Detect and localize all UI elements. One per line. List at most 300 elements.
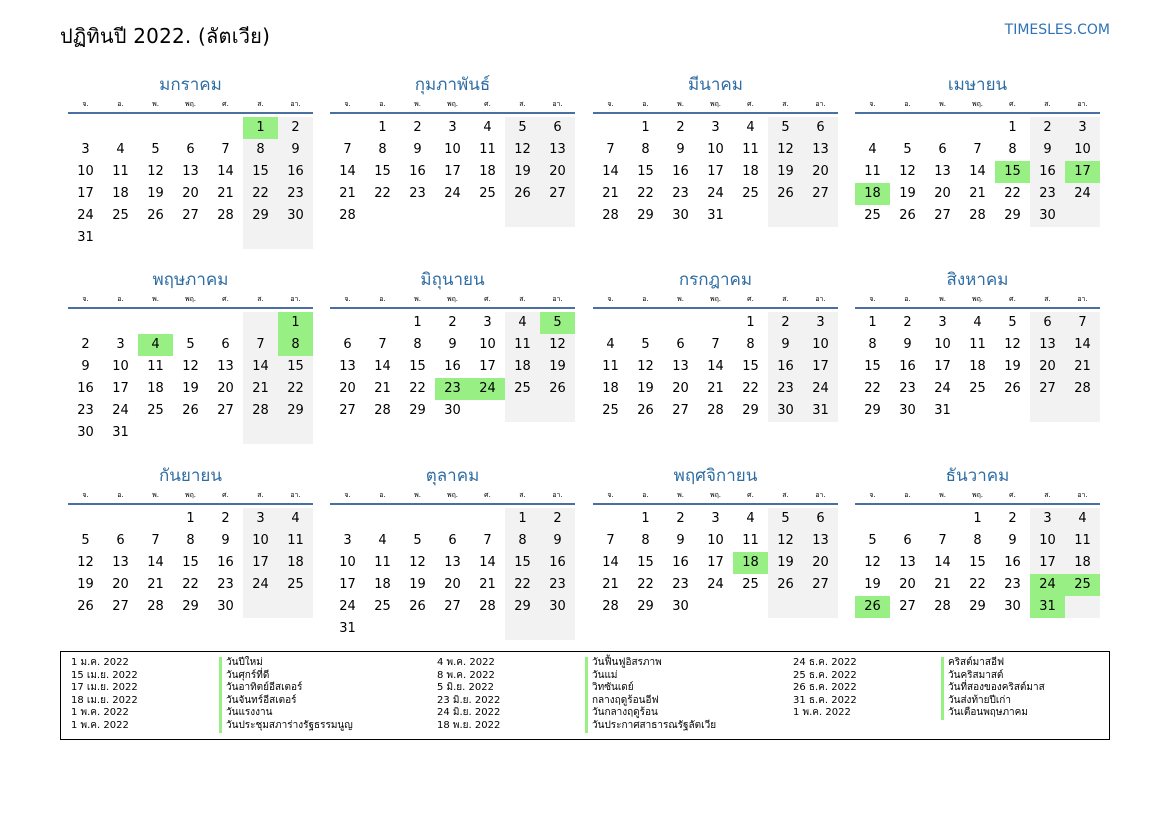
- weekday-header: [593, 292, 838, 306]
- day-cell: 29: [742, 403, 759, 418]
- holiday-day-cell: 24: [1030, 574, 1065, 596]
- weekday-label: ส.: [782, 491, 789, 499]
- day-cell: 13: [803, 139, 838, 161]
- empty-cell: [803, 205, 838, 227]
- day-cell: 9: [540, 530, 575, 552]
- day-cell: 14: [602, 164, 619, 179]
- month-name: มกราคม: [159, 75, 222, 95]
- day-cell: 22: [1004, 186, 1021, 201]
- day-cell: 1: [641, 120, 650, 135]
- weekday-label: จ.: [82, 100, 89, 108]
- day-cell: 31: [339, 621, 356, 636]
- day-cell: 18: [602, 381, 619, 396]
- weekday-label: พฤ.: [971, 491, 984, 499]
- empty-cell: [803, 596, 838, 618]
- day-cell: 10: [77, 164, 94, 179]
- day-cell: 23: [899, 381, 916, 396]
- empty-cell: [505, 618, 540, 640]
- month-name: มิถุนายน: [420, 270, 485, 290]
- empty-cell: [768, 596, 803, 618]
- day-cell: 25: [374, 599, 391, 614]
- day-cell: 25: [864, 208, 881, 223]
- day-cell: 8: [868, 337, 877, 352]
- weekday-label: จ.: [869, 491, 876, 499]
- day-cell: 2: [768, 312, 803, 334]
- day-cell: 2: [81, 337, 90, 352]
- day-cell: 21: [707, 381, 724, 396]
- empty-cell: [593, 312, 628, 334]
- day-cell: 17: [444, 164, 461, 179]
- day-cell: 15: [505, 552, 540, 574]
- day-cell: 18: [479, 164, 496, 179]
- empty-cell: [470, 400, 505, 422]
- day-cell: 11: [112, 164, 129, 179]
- empty-cell: [698, 596, 733, 618]
- day-cell: 19: [409, 577, 426, 592]
- empty-cell: [400, 618, 435, 640]
- day-cell: 18: [112, 186, 129, 201]
- day-cell: 26: [637, 403, 654, 418]
- holiday-row: [61, 682, 353, 695]
- weekday-header: [68, 292, 313, 306]
- month-block: [68, 73, 313, 249]
- weekday-label: พฤ.: [971, 295, 984, 303]
- day-cell: 4: [868, 142, 877, 157]
- weekday-label: อา.: [1077, 491, 1088, 499]
- day-cell: 28: [602, 208, 619, 223]
- empty-cell: [768, 205, 803, 227]
- day-cell: 3: [938, 315, 947, 330]
- weekday-label: ศ.: [484, 491, 491, 499]
- holiday-row: [783, 657, 1045, 670]
- holiday-name: วันศุกร์ที่ดี: [219, 670, 269, 683]
- day-cell: 19: [768, 161, 803, 183]
- day-cell: 16: [409, 164, 426, 179]
- day-cell: 18: [374, 577, 391, 592]
- weekday-label: ศ.: [1009, 100, 1016, 108]
- day-grid: [593, 508, 838, 618]
- weekday-label: พฤ.: [446, 100, 459, 108]
- day-cell: 14: [217, 164, 234, 179]
- holiday-date: 4 พ.ค. 2022: [437, 657, 495, 668]
- day-cell: 21: [969, 186, 986, 201]
- day-cell: 21: [243, 378, 278, 400]
- header-divider: [330, 112, 575, 114]
- day-cell: 2: [676, 511, 685, 526]
- day-cell: 15: [969, 555, 986, 570]
- day-cell: 27: [934, 208, 951, 223]
- day-cell: 14: [602, 555, 619, 570]
- month-block: [855, 268, 1100, 422]
- day-cell: 26: [899, 208, 916, 223]
- empty-cell: [855, 117, 890, 139]
- empty-cell: [365, 312, 400, 334]
- holiday-day-cell: 18: [733, 552, 768, 574]
- holiday-date: 1 ม.ค. 2022: [71, 657, 129, 668]
- day-cell: 20: [1030, 356, 1065, 378]
- holiday-column: [783, 657, 1045, 720]
- holiday-name: วันประชุมสภาร่างรัฐธรรมนูญ: [219, 720, 353, 733]
- weekday-label: พ.: [152, 100, 159, 108]
- day-cell: 18: [147, 381, 164, 396]
- empty-cell: [995, 400, 1030, 422]
- day-cell: 1: [746, 315, 755, 330]
- day-cell: 23: [768, 378, 803, 400]
- day-cell: 7: [151, 533, 160, 548]
- holiday-date: 15 เม.ย. 2022: [71, 669, 138, 681]
- weekday-label: อา.: [1077, 295, 1088, 303]
- empty-cell: [208, 312, 243, 334]
- holiday-date: 1 พ.ค. 2022: [793, 707, 851, 719]
- holiday-row: [427, 720, 716, 733]
- day-cell: 2: [448, 315, 457, 330]
- day-cell: 27: [217, 403, 234, 418]
- day-cell: 5: [81, 533, 90, 548]
- day-cell: 3: [343, 533, 352, 548]
- day-grid: [330, 117, 575, 227]
- weekday-label: จ.: [344, 295, 351, 303]
- weekday-label: พ.: [939, 491, 946, 499]
- day-cell: 18: [969, 359, 986, 374]
- day-cell: 5: [413, 533, 422, 548]
- day-cell: 13: [1030, 334, 1065, 356]
- day-cell: 10: [339, 555, 356, 570]
- day-cell: 19: [1004, 359, 1021, 374]
- empty-cell: [208, 117, 243, 139]
- day-cell: 2: [221, 511, 230, 526]
- weekday-label: อา.: [815, 100, 826, 108]
- weekday-label: ส.: [257, 295, 264, 303]
- day-cell: 11: [147, 359, 164, 374]
- empty-cell: [540, 205, 575, 227]
- day-cell: 27: [540, 183, 575, 205]
- day-cell: 29: [1004, 208, 1021, 223]
- day-cell: 2: [903, 315, 912, 330]
- holiday-row: [427, 657, 716, 670]
- weekday-label: อ.: [117, 491, 124, 499]
- day-cell: 7: [243, 334, 278, 356]
- day-cell: 9: [676, 533, 685, 548]
- holiday-name: วันคริสมาสต์: [941, 670, 1003, 683]
- weekday-label: พ.: [152, 295, 159, 303]
- day-cell: 4: [1065, 508, 1100, 530]
- day-cell: 11: [1065, 530, 1100, 552]
- day-cell: 1: [413, 315, 422, 330]
- empty-cell: [470, 618, 505, 640]
- month-name: พฤษภาคม: [152, 270, 229, 290]
- holiday-date: 24 มิ.ย. 2022: [437, 707, 501, 719]
- header-divider: [68, 307, 313, 309]
- day-cell: 31: [934, 403, 951, 418]
- month-name: พฤศจิกายน: [673, 466, 758, 486]
- day-cell: 5: [641, 337, 650, 352]
- day-cell: 23: [409, 186, 426, 201]
- day-cell: 20: [803, 161, 838, 183]
- header-divider: [68, 503, 313, 505]
- day-cell: 14: [969, 164, 986, 179]
- day-cell: 29: [864, 403, 881, 418]
- day-cell: 28: [339, 208, 356, 223]
- empty-cell: [68, 312, 103, 334]
- weekday-label: ศ.: [747, 100, 754, 108]
- day-cell: 7: [343, 142, 352, 157]
- day-cell: 8: [243, 139, 278, 161]
- holiday-name: วันเตือนพฤษภาคม: [941, 707, 1028, 720]
- weekday-label: อา.: [552, 100, 563, 108]
- day-cell: 28: [1065, 378, 1100, 400]
- day-cell: 15: [864, 359, 881, 374]
- day-cell: 25: [479, 186, 496, 201]
- day-cell: 11: [742, 533, 759, 548]
- day-cell: 9: [768, 334, 803, 356]
- weekday-label: พฤ.: [184, 491, 197, 499]
- day-cell: 14: [707, 359, 724, 374]
- weekday-label: อา.: [290, 100, 301, 108]
- holiday-name: วันที่สองของคริสต์มาส: [941, 682, 1045, 695]
- day-cell: 9: [676, 142, 685, 157]
- day-cell: 30: [672, 208, 689, 223]
- holiday-list: [60, 651, 1110, 740]
- weekday-label: อ.: [379, 100, 386, 108]
- day-cell: 14: [934, 555, 951, 570]
- day-cell: 8: [378, 142, 387, 157]
- day-cell: 6: [540, 117, 575, 139]
- day-cell: 11: [278, 530, 313, 552]
- day-cell: 3: [711, 120, 720, 135]
- month-name: เมษายน: [947, 75, 1008, 95]
- day-cell: 31: [803, 400, 838, 422]
- weekday-label: พ.: [677, 491, 684, 499]
- holiday-row: [783, 682, 1045, 695]
- weekday-label: จ.: [869, 295, 876, 303]
- day-cell: 19: [182, 381, 199, 396]
- empty-cell: [68, 508, 103, 530]
- day-cell: 12: [1004, 337, 1021, 352]
- day-cell: 16: [217, 555, 234, 570]
- empty-cell: [890, 117, 925, 139]
- day-cell: 20: [112, 577, 129, 592]
- day-cell: 22: [278, 378, 313, 400]
- empty-cell: [628, 312, 663, 334]
- empty-cell: [173, 117, 208, 139]
- empty-cell: [173, 422, 208, 444]
- day-cell: 3: [711, 511, 720, 526]
- day-cell: 9: [221, 533, 230, 548]
- day-cell: 9: [1030, 139, 1065, 161]
- day-cell: 20: [339, 381, 356, 396]
- holiday-day-cell: 24: [470, 378, 505, 400]
- day-cell: 10: [444, 142, 461, 157]
- holiday-day-cell: 8: [278, 334, 313, 356]
- day-cell: 3: [1065, 117, 1100, 139]
- day-cell: 6: [186, 142, 195, 157]
- day-cell: 13: [899, 555, 916, 570]
- day-cell: 28: [243, 400, 278, 422]
- holiday-row: [783, 707, 1045, 720]
- empty-cell: [435, 508, 470, 530]
- day-cell: 8: [186, 533, 195, 548]
- holiday-date: 17 เม.ย. 2022: [71, 682, 138, 694]
- day-cell: 24: [444, 186, 461, 201]
- weekday-label: พ.: [414, 491, 421, 499]
- month-block: [593, 73, 838, 227]
- holiday-row: [427, 707, 716, 720]
- weekday-label: ศ.: [747, 491, 754, 499]
- day-cell: 24: [803, 378, 838, 400]
- day-cell: 16: [278, 161, 313, 183]
- day-cell: 28: [147, 599, 164, 614]
- holiday-row: [61, 670, 353, 683]
- day-cell: 27: [803, 574, 838, 596]
- day-cell: 15: [637, 164, 654, 179]
- site-name[interactable]: TIMESLES.COM: [1004, 22, 1110, 38]
- day-cell: 6: [803, 117, 838, 139]
- empty-cell: [365, 205, 400, 227]
- day-cell: 15: [637, 555, 654, 570]
- weekday-label: อ.: [904, 491, 911, 499]
- day-cell: 20: [444, 577, 461, 592]
- day-cell: 17: [77, 186, 94, 201]
- header-divider: [855, 112, 1100, 114]
- day-cell: 19: [864, 577, 881, 592]
- day-cell: 2: [278, 117, 313, 139]
- holiday-row: [61, 695, 353, 708]
- month-name: สิงหาคม: [946, 270, 1009, 290]
- day-cell: 17: [707, 164, 724, 179]
- day-cell: 16: [540, 552, 575, 574]
- weekday-label: อา.: [1077, 100, 1088, 108]
- day-cell: 29: [409, 403, 426, 418]
- day-cell: 30: [1004, 599, 1021, 614]
- weekday-label: ศ.: [1009, 295, 1016, 303]
- day-cell: 5: [868, 533, 877, 548]
- weekday-label: จ.: [344, 100, 351, 108]
- day-cell: 8: [413, 337, 422, 352]
- day-cell: 13: [540, 139, 575, 161]
- weekday-label: จ.: [82, 491, 89, 499]
- weekday-label: พฤ.: [971, 100, 984, 108]
- holiday-day-cell: 25: [1065, 574, 1100, 596]
- day-cell: 6: [903, 533, 912, 548]
- day-cell: 25: [112, 208, 129, 223]
- day-cell: 8: [1008, 142, 1017, 157]
- empty-cell: [208, 422, 243, 444]
- day-cell: 31: [707, 208, 724, 223]
- day-cell: 10: [1065, 139, 1100, 161]
- day-cell: 1: [186, 511, 195, 526]
- empty-cell: [138, 312, 173, 334]
- day-cell: 7: [483, 533, 492, 548]
- day-cell: 21: [1065, 356, 1100, 378]
- weekday-label: จ.: [607, 295, 614, 303]
- weekday-label: ศ.: [1009, 491, 1016, 499]
- day-cell: 4: [746, 511, 755, 526]
- day-cell: 10: [803, 334, 838, 356]
- day-cell: 16: [77, 381, 94, 396]
- day-cell: 23: [278, 183, 313, 205]
- holiday-name: วิทซันเดย์: [585, 682, 634, 695]
- day-cell: 3: [81, 142, 90, 157]
- day-cell: 11: [969, 337, 986, 352]
- day-grid: [330, 508, 575, 640]
- empty-cell: [890, 508, 925, 530]
- holiday-date: 24 ธ.ค. 2022: [793, 657, 857, 668]
- day-cell: 19: [540, 356, 575, 378]
- day-cell: 23: [217, 577, 234, 592]
- day-cell: 11: [505, 334, 540, 356]
- day-cell: 15: [374, 164, 391, 179]
- day-cell: 8: [641, 533, 650, 548]
- weekday-label: ส.: [519, 100, 526, 108]
- day-cell: 19: [899, 186, 916, 201]
- day-cell: 24: [1065, 183, 1100, 205]
- weekday-label: ส.: [519, 491, 526, 499]
- weekday-label: พ.: [939, 100, 946, 108]
- day-cell: 26: [409, 599, 426, 614]
- day-cell: 29: [637, 208, 654, 223]
- day-cell: 28: [934, 599, 951, 614]
- weekday-header: [330, 292, 575, 306]
- weekday-header: [855, 292, 1100, 306]
- weekday-label: ศ.: [222, 295, 229, 303]
- day-cell: 11: [602, 359, 619, 374]
- day-cell: 11: [864, 164, 881, 179]
- day-cell: 7: [221, 142, 230, 157]
- weekday-label: ศ.: [747, 295, 754, 303]
- day-cell: 29: [969, 599, 986, 614]
- weekday-label: อ.: [642, 295, 649, 303]
- empty-cell: [698, 312, 733, 334]
- empty-cell: [925, 508, 960, 530]
- day-cell: 20: [540, 161, 575, 183]
- weekday-label: พฤ.: [709, 100, 722, 108]
- month-name: กุมภาพันธ์: [414, 75, 491, 95]
- holiday-row: [61, 707, 353, 720]
- day-cell: 25: [505, 378, 540, 400]
- empty-cell: [138, 422, 173, 444]
- weekday-label: อ.: [379, 295, 386, 303]
- empty-cell: [400, 205, 435, 227]
- day-cell: 22: [969, 577, 986, 592]
- day-cell: 14: [374, 359, 391, 374]
- day-grid: [68, 117, 313, 249]
- day-cell: 15: [278, 356, 313, 378]
- holiday-name: วันส่งท้ายปีเก่า: [941, 695, 1011, 708]
- day-cell: 22: [864, 381, 881, 396]
- day-cell: 17: [707, 555, 724, 570]
- empty-cell: [208, 227, 243, 249]
- day-cell: 3: [1030, 508, 1065, 530]
- empty-cell: [733, 205, 768, 227]
- weekday-label: พฤ.: [446, 295, 459, 303]
- holiday-row: [61, 720, 353, 733]
- day-cell: 21: [934, 577, 951, 592]
- empty-cell: [278, 422, 313, 444]
- day-cell: 9: [1008, 533, 1017, 548]
- day-cell: 26: [182, 403, 199, 418]
- day-cell: 14: [243, 356, 278, 378]
- day-cell: 12: [182, 359, 199, 374]
- day-cell: 10: [479, 337, 496, 352]
- holiday-name: วันประกาศสาธารณรัฐลัตเวีย: [585, 720, 716, 733]
- weekday-label: อา.: [552, 491, 563, 499]
- weekday-label: จ.: [344, 491, 351, 499]
- day-cell: 20: [217, 381, 234, 396]
- empty-cell: [960, 400, 995, 422]
- day-cell: 7: [606, 142, 615, 157]
- month-block: [330, 464, 575, 640]
- day-cell: 11: [742, 142, 759, 157]
